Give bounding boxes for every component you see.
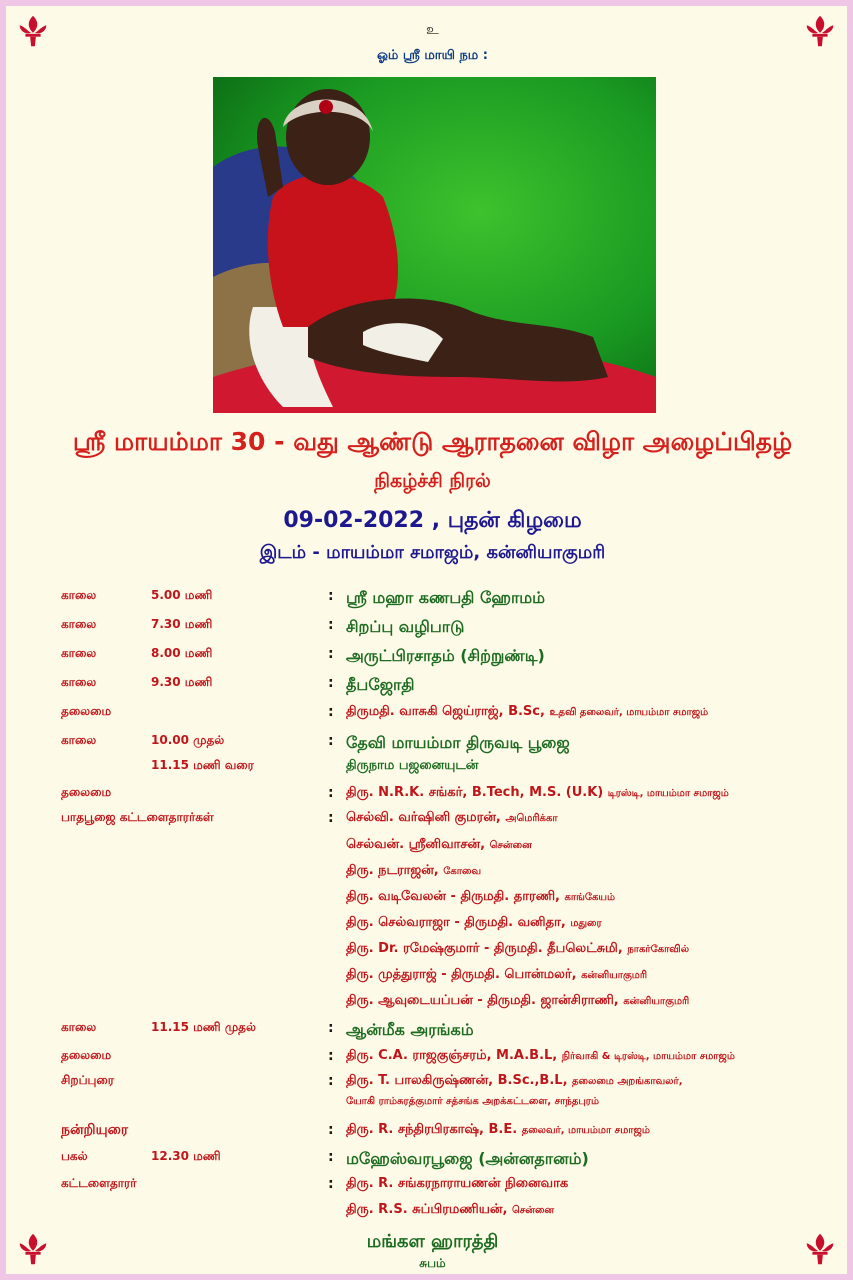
- schedule-row: [6, 733, 853, 755]
- person-name: திரு. R. சந்திரபிரகாஷ், B.E.: [346, 1122, 518, 1137]
- row-text: [346, 967, 647, 983]
- row-colon: :: [328, 675, 334, 691]
- row-time: 7.30 மணி: [151, 617, 213, 631]
- person-name: செல்வி. வர்ஷினி குமரன்,: [346, 810, 501, 825]
- row-label: தலைமை: [61, 785, 112, 799]
- schedule-row: [6, 889, 853, 911]
- portrait-photo: [213, 77, 656, 413]
- person-note: கன்னியாகுமரி: [623, 996, 690, 1007]
- person-note: அமெரிக்கா: [505, 813, 558, 824]
- row-colon: :: [328, 1020, 334, 1036]
- person-name: திரு. நடராஜன்,: [346, 863, 439, 878]
- row-text: [346, 704, 708, 720]
- row-colon: :: [328, 646, 334, 662]
- schedule-row: [6, 863, 853, 885]
- row-text: [346, 993, 689, 1009]
- row-text: [346, 1093, 599, 1108]
- schedule-row: [6, 704, 853, 726]
- person-note: தலைவர், மாயம்மா சமாஜம்: [521, 1125, 650, 1136]
- schedule-row: [6, 967, 853, 989]
- schedule-row: [6, 588, 853, 610]
- schedule-row: [6, 785, 853, 807]
- row-text: [346, 889, 615, 905]
- row-text: ஆன்மீக அரங்கம்: [346, 1020, 474, 1039]
- row-label: தலைமை: [61, 1048, 112, 1062]
- row-colon: :: [328, 588, 334, 604]
- row-text: [346, 941, 689, 957]
- person-name: திரு. Dr. ரமேஷ்குமார் - திருமதி. தீபலெட்சுமி,: [346, 941, 623, 956]
- row-colon: :: [328, 704, 334, 720]
- row-text: [346, 863, 481, 879]
- schedule-row: [6, 1093, 853, 1115]
- row-colon: :: [328, 1176, 334, 1192]
- schedule-row: [6, 915, 853, 937]
- person-note: காங்கேயம்: [564, 892, 616, 903]
- person-name: திரு. ஆவுடையப்பன் - திருமதி. ஜான்சிராணி,: [346, 993, 619, 1008]
- schedule-row: [6, 1176, 853, 1198]
- row-time: 8.00 மணி: [151, 646, 213, 660]
- row-label: பகல்: [61, 1149, 88, 1163]
- schedule-row: [6, 1073, 853, 1095]
- closing-aarti: மங்கள ஹாரத்தி: [366, 1231, 499, 1252]
- person-note: சென்னை: [511, 1205, 555, 1216]
- person-name: செல்வன். ஸ்ரீனிவாசன்,: [346, 837, 486, 852]
- row-label: நன்றியுரை: [61, 1122, 129, 1138]
- event-venue: இடம் - மாயம்மா சமாஜம், கன்னியாகுமரி: [259, 542, 606, 563]
- row-text: மஹேஸ்வரபூஜை (அன்னதானம்): [346, 1149, 589, 1168]
- row-text: தேவி மாயம்மா திருவடி பூஜை: [346, 733, 570, 752]
- person-name: திரு. T. பாலகிருஷ்ணன், B.Sc.,B.L,: [346, 1073, 568, 1088]
- schedule-row: [6, 675, 853, 697]
- row-label: காலை: [61, 675, 97, 689]
- schedule-row: [6, 646, 853, 668]
- schedule-row: [6, 1020, 853, 1042]
- row-label: காலை: [61, 588, 97, 602]
- row-time: 5.00 மணி: [151, 588, 213, 602]
- row-text: திரு. R. சங்கரநாராயணன் நினைவாக: [346, 1176, 569, 1191]
- person-name: திருமதி. வாசுகி ஜெய்ராஜ், B.Sc,: [346, 704, 545, 719]
- person-note: உதவி தலைவர், மாயம்மா சமாஜம்: [549, 707, 709, 718]
- row-text: [346, 1048, 735, 1064]
- schedule-row: [6, 1048, 853, 1070]
- person-note: மதுரை: [570, 918, 602, 929]
- person-note: நாகர்கோவில்: [627, 944, 689, 955]
- schedule-row: [6, 810, 853, 832]
- row-colon: :: [328, 785, 334, 801]
- person-name: திரு. செல்வராஜா - திருமதி. வனிதா,: [346, 915, 566, 930]
- row-colon: :: [328, 733, 334, 749]
- row-text: [346, 1073, 683, 1089]
- person-note: சென்னை: [489, 840, 532, 851]
- schedule-row: [6, 1122, 853, 1144]
- schedule-row: [6, 837, 853, 859]
- person-name: திரு. C.A. ராஜகுஞ்சரம், M.A.B.L,: [346, 1048, 558, 1063]
- invocation-line: ஓம் ஸ்ரீ மாயி நம :: [377, 48, 488, 63]
- row-text: [346, 1122, 650, 1138]
- person-note: யோகி ராம்சுரத்குமார் சத்சங்க அறக்கட்டளை, சாந்தபுரம்: [346, 1096, 599, 1107]
- schedule-row: [6, 758, 853, 780]
- schedule-row: [6, 993, 853, 1015]
- closing-subam: சுபம்: [419, 1256, 446, 1270]
- row-time: 11.15 மணி முதல்: [151, 1020, 256, 1034]
- row-label: காலை: [61, 1020, 97, 1034]
- row-text: தீபஜோதி: [346, 675, 415, 694]
- schedule-row: [6, 617, 853, 639]
- person-note: கன்னியாகுமரி: [581, 970, 648, 981]
- row-label: காலை: [61, 646, 97, 660]
- row-time: 11.15 மணி வரை: [151, 758, 254, 772]
- pillaiyar-suzhi-symbol: உ: [426, 22, 439, 38]
- row-colon: :: [328, 810, 334, 826]
- person-note: டிரஸ்டி, மாயம்மா சமாஜம்: [607, 788, 729, 799]
- row-label: சிறப்புரை: [61, 1073, 114, 1087]
- row-text: [346, 810, 558, 826]
- row-text: [346, 785, 729, 801]
- row-text: [346, 1202, 554, 1218]
- row-text: [346, 837, 532, 853]
- row-label: காலை: [61, 617, 97, 631]
- row-colon: :: [328, 1048, 334, 1064]
- event-date: 09-02-2022 , புதன் கிழமை: [283, 508, 582, 533]
- person-note: கோவை: [443, 866, 482, 877]
- row-text: அருட்பிரசாதம் (சிற்றுண்டி): [346, 646, 545, 665]
- row-text: ஸ்ரீ மஹா கணபதி ஹோமம்: [346, 588, 546, 607]
- row-label: கட்டளைதாரர்: [61, 1176, 137, 1190]
- row-colon: :: [328, 1149, 334, 1165]
- schedule-row: [6, 1149, 853, 1171]
- person-name: திரு. R.S. சுப்பிரமணியன்,: [346, 1202, 508, 1217]
- row-colon: :: [328, 617, 334, 633]
- person-name: திரு. முத்துராஜ் - திருமதி. பொன்மலர்,: [346, 967, 577, 982]
- person-note: நிர்வாகி & டிரஸ்டி, மாயம்மா சமாஜம்: [561, 1051, 735, 1062]
- schedule-row: [6, 1202, 853, 1224]
- row-text: சிறப்பு வழிபாடு: [346, 617, 465, 636]
- invitation-title: ஸ்ரீ மாயம்மா 30 - வது ஆண்டு ஆராதனை விழா அழைப்பிதழ்: [72, 427, 793, 456]
- row-time: 10.00 முதல்: [151, 733, 225, 747]
- row-time: 9.30 மணி: [151, 675, 213, 689]
- person-name: திரு. வடிவேலன் - திருமதி. தாரணி,: [346, 889, 560, 904]
- row-label: காலை: [61, 733, 97, 747]
- row-label: பாதபூஜை கட்டளைதாரர்கள்: [61, 810, 214, 824]
- row-colon: :: [328, 1122, 334, 1138]
- row-colon: :: [328, 1073, 334, 1089]
- row-time: 12.30 மணி: [151, 1149, 221, 1163]
- program-subtitle: நிகழ்ச்சி நிரல்: [374, 470, 491, 492]
- row-label: தலைமை: [61, 704, 112, 718]
- person-note: தலைமை அறங்காவலர்,: [572, 1076, 683, 1087]
- person-name: திரு. N.R.K. சங்கர், B.Tech, M.S. (U.K): [346, 785, 604, 800]
- row-text: [346, 915, 602, 931]
- row-text: திருநாம பஜனையுடன்: [346, 758, 479, 773]
- schedule-row: [6, 941, 853, 963]
